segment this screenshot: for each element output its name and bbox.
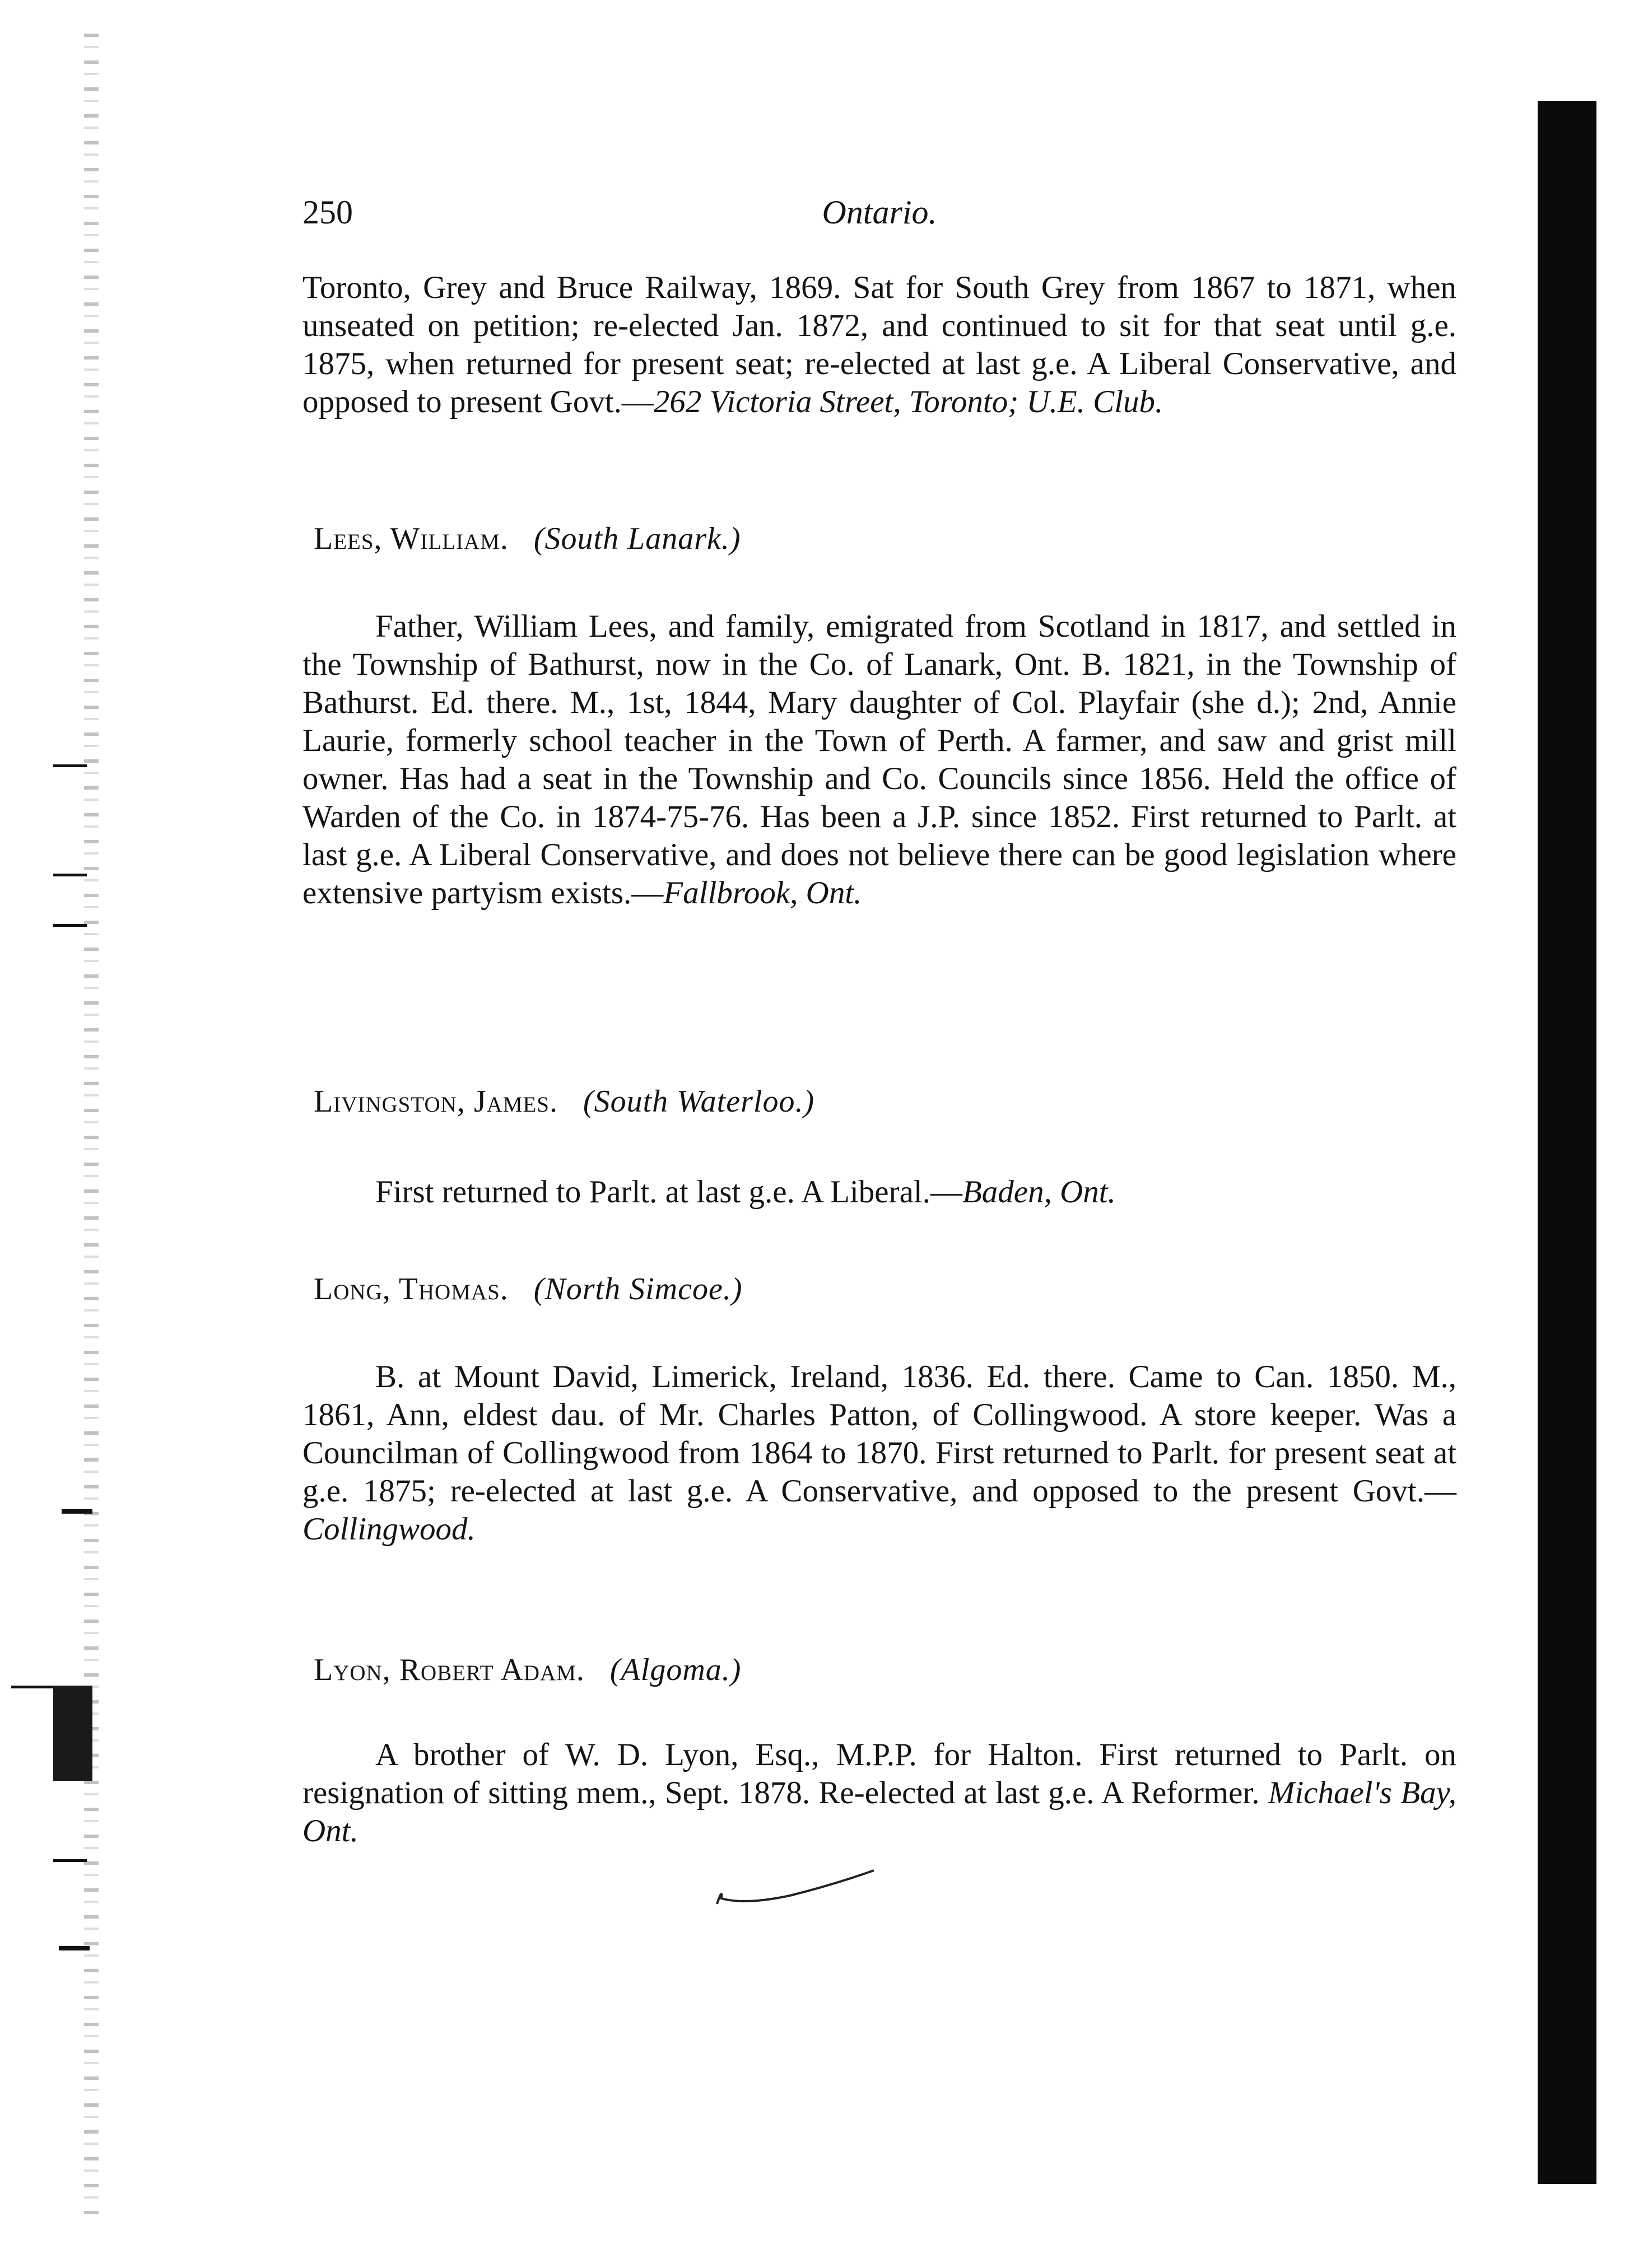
continuation-text: Toronto, Grey and Bruce Railway, 1869. Sat for South Grey from 1867 to 1871, when unseated on petition; re-elected Jan. 1872, and continued to sit for that seat until g.e. 1875, when returned for present seat; re-elected at last g.e. A Liberal Conservative, and opposed to present Govt.— [302, 270, 1456, 419]
page-header [302, 193, 1456, 238]
entry-riding: (North Simcoe.) [533, 1272, 743, 1306]
entry-heading-lees [314, 521, 741, 557]
scan-blotch [53, 1686, 92, 1781]
continuation-address: 262 Victoria Street, Toronto; U.E. Club. [653, 384, 1163, 419]
entry-riding: (South Lanark.) [533, 521, 741, 556]
entry-heading-livingston [314, 1084, 814, 1119]
scan-tick [53, 924, 87, 927]
entry-body-long [302, 1358, 1456, 1548]
scan-tick [53, 764, 87, 767]
scan-tick [59, 1946, 90, 1950]
entry-body-livingston [302, 1173, 1456, 1211]
entry-text: First returned to Parlt. at last g.e. A Liberal.— [375, 1174, 962, 1210]
scan-tick [62, 1509, 92, 1514]
continuation-paragraph [302, 269, 1456, 421]
entry-heading-lyon [314, 1652, 741, 1688]
pen-flourish [711, 1865, 879, 1910]
scan-tick [53, 874, 87, 876]
scan-tick [53, 1859, 87, 1862]
entry-riding: (Algoma.) [609, 1653, 742, 1687]
running-title: Ontario. [822, 194, 937, 231]
entry-address: Fallbrook, Ont. [663, 875, 862, 911]
entry-address: Collingwood. [302, 1511, 476, 1547]
entry-address: Michael's Bay, Ont. [302, 1775, 1456, 1849]
entry-text: Father, William Lees, and family, emigrated from Scotland in 1817, and settled in the Township of Bathurst, now in the Co. of Lanark, Ont. B. 1821, in the Township of Bathurst. Ed. there. M., 1st, 1844, Mary daughter of Col. Playfair (she d.); 2nd, Annie Laurie, formerly school teacher in the Town of Perth. A farmer, and saw and grist mill owner. Has had a seat in the Township and Co. Councils since 1856. Held the office of Warden of the Co. in 1874-75-76. Has been a J.P. since 1852. First returned to Parlt. at last g.e. A Liberal Conservative, and does not believe there can be good legislation where extensive partyism exists.— [302, 609, 1456, 911]
entry-name: Livingston, James. [314, 1084, 558, 1119]
entry-riding: (South Waterloo.) [583, 1084, 815, 1119]
entry-body-lyon [302, 1736, 1456, 1850]
entry-name: Long, Thomas. [314, 1272, 509, 1306]
entry-address: Baden, Ont. [962, 1174, 1116, 1210]
page-number: 250 [302, 194, 353, 231]
entry-name: Lees, William. [314, 521, 509, 556]
entry-text: B. at Mount David, Limerick, Ireland, 1836. Ed. there. Came to Can. 1850. M., 1861, Ann, eldest dau. of Mr. Charles Patton, of Collingwood. A store keeper. Was a Councilman of Collingwood from 1864 to 1870. First returned to Parlt. for present seat at g.e. 1875; re-elected at last g.e. A Conservative, and opposed to the present Govt.— [302, 1359, 1456, 1509]
entry-heading-long [314, 1271, 742, 1307]
entry-body-lees [302, 608, 1456, 912]
scan-left-edge [84, 34, 99, 2218]
scan-right-bar [1538, 101, 1596, 2184]
entry-name: Lyon, Robert Adam. [314, 1653, 585, 1687]
entry-text: A brother of W. D. Lyon, Esq., M.P.P. for Halton. First returned to Parlt. on resignation of sitting mem., Sept. 1878. Re-elected at last g.e. A Reformer. [302, 1737, 1456, 1810]
